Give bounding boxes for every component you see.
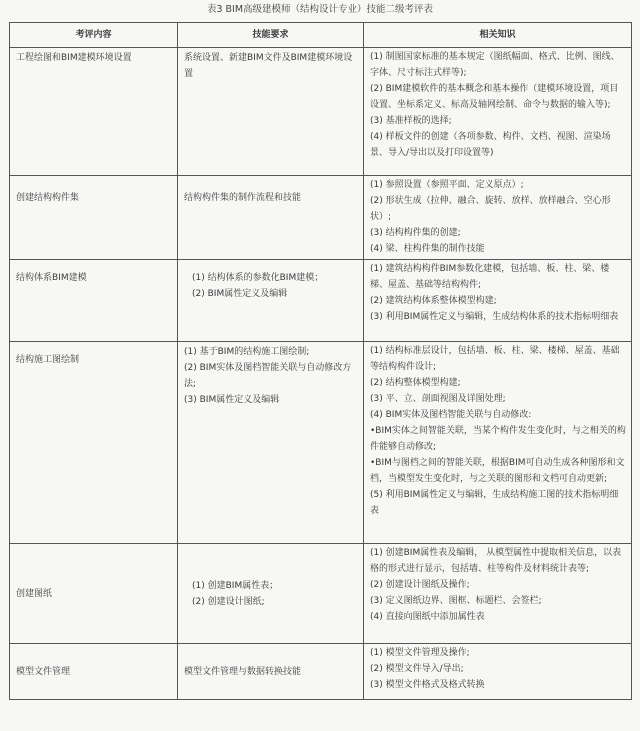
- knowledge-cell: [364, 260, 632, 342]
- skills-cell: [178, 176, 364, 260]
- knowledge-item: (4) 样板文件的创建（各项参数、构件、文档、视图、渲染场景、导入/导出以及打印设置等): [370, 132, 611, 158]
- knowledge-item: (1) 创建BIM属性表及编辑， 从模型属性中提取相关信息，以表格的形式进行显示，包括墙、柱等构件及材料统计表等;: [370, 548, 622, 574]
- knowledge-cell: [364, 544, 632, 644]
- skills-cell: [178, 644, 364, 700]
- knowledge-cell: [364, 48, 632, 176]
- table-caption: 表3 BIM高级建模师（结构设计专业）技能二级考评表: [206, 4, 434, 15]
- knowledge-item: (3) 基准样板的选择;: [370, 116, 452, 126]
- content-cell: [10, 176, 178, 260]
- knowledge-cell: [364, 342, 632, 544]
- knowledge-item: (1) 制图国家标准的基本规定（图纸幅面、格式、比例、图线、字体、尺寸标注式样等);: [370, 52, 620, 78]
- knowledge-cell: [364, 176, 632, 260]
- knowledge-cell: [364, 644, 632, 700]
- content-text: 结构施工图绘制: [16, 355, 80, 365]
- knowledge-item: •BIM实体之间智能关联，当某个构件发生变化时，与之相关的构件能够自动修改;: [370, 426, 626, 452]
- content-text: 工程绘图和BIM建模环境设置: [16, 53, 132, 63]
- knowledge-item: (1) 结构标准层设计，包括墙、板、柱、梁、楼梯、屋盖、基础等结构构件设计;: [370, 346, 620, 372]
- knowledge-item: (3) 定义图纸边界、图框、标题栏、会签栏;: [370, 596, 542, 606]
- content-text: 模型文件管理: [16, 666, 71, 677]
- knowledge-item: (2) 形状生成（拉伸、融合、旋转、放样、放样融合、空心形状）;: [370, 196, 611, 222]
- skill-item: 结构构件集的制作流程和技能: [184, 193, 302, 203]
- skill-item: (2) 创建设计图纸;: [192, 596, 265, 607]
- knowledge-item: (3) 利用BIM属性定义与编辑，生成结构体系的技术指标明细表: [370, 312, 619, 322]
- header-skill-requirements: 技能要求: [178, 23, 364, 48]
- table-row: [10, 342, 632, 544]
- skills-cell: [178, 48, 364, 176]
- content-cell: [10, 544, 178, 644]
- header-assessment-content: 考评内容: [10, 23, 178, 48]
- content-text: 结构体系BIM建模: [16, 273, 87, 283]
- table-row: [10, 544, 632, 644]
- skill-item: 系统设置、新建BIM文件及BIM建模环境设置: [184, 53, 353, 79]
- content-cell: [10, 260, 178, 342]
- table-row: [10, 260, 632, 342]
- knowledge-item: (2) 建筑结构体系整体模型构建;: [370, 296, 497, 306]
- knowledge-item: (4) 梁、柱构件集的制作技能: [370, 244, 485, 254]
- skill-item: (2) BIM属性定义及编辑: [192, 289, 288, 299]
- knowledge-item: (1) 建筑结构构件BIM参数化建模，包括墙、板、柱、梁、楼梯、屋盖、基础等结构构件;: [370, 264, 610, 290]
- knowledge-item: (5) 利用BIM属性定义与编辑，生成结构施工图的技术指标明细表: [370, 490, 619, 516]
- knowledge-item: (2) 结构整体模型构建;: [370, 378, 461, 388]
- content-text: 创建图纸: [16, 588, 53, 599]
- knowledge-item: •BIM与图档之间的智能关联，根据BIM可自动生成各种图形和文档，当模型发生变化时，与之关联的图形和文档可自动更新;: [370, 458, 625, 484]
- content-text: 创建结构构件集: [16, 193, 80, 203]
- skill-item: (1) 基于BIM的结构施工图绘制;: [184, 347, 310, 357]
- table-header-row: [10, 23, 632, 48]
- knowledge-item: (1) 模型文件管理及操作;: [370, 648, 470, 658]
- knowledge-item: (2) 模型文件导入/导出;: [370, 664, 464, 674]
- knowledge-item: (4) BIM实体及图档智能关联与自动修改:: [370, 410, 532, 420]
- table-row: [10, 644, 632, 700]
- table-row: [10, 176, 632, 260]
- knowledge-item: (3) 模型文件格式及格式转换: [370, 680, 485, 690]
- knowledge-item: (3) 平、立、剖面视图及详图处理;: [370, 394, 506, 404]
- knowledge-item: (3) 结构构件集的创建;: [370, 228, 461, 238]
- assessment-table: [9, 22, 632, 700]
- skills-cell: [178, 544, 364, 644]
- knowledge-item: (2) 创建设计图纸及操作;: [370, 580, 470, 590]
- skill-item: (1) 结构体系的参数化BIM建模；: [192, 273, 324, 283]
- knowledge-item: (4) 直接向图纸中添加属性表: [370, 612, 485, 622]
- content-cell: [10, 342, 178, 544]
- header-related-knowledge: 相关知识: [364, 23, 632, 48]
- skill-item: (3) BIM属性定义及编辑: [184, 395, 280, 405]
- content-cell: [10, 644, 178, 700]
- table-row: [10, 48, 632, 176]
- skill-item: 模型文件管理与数据转换技能: [184, 666, 302, 677]
- content-cell: [10, 48, 178, 176]
- skill-item: (2) BIM实体及图档智能关联与自动修改方法;: [184, 363, 352, 389]
- skills-cell: [178, 260, 364, 342]
- knowledge-item: (1) 参照设置（参照平面、定义原点）;: [370, 180, 524, 190]
- skill-item: (1) 创建BIM属性表；: [192, 580, 279, 591]
- knowledge-item: (2) BIM建模软件的基本概念和基本操作（建模环境设置，项目设置、坐标系定义、标高及轴网绘制、命令与数据的输入等);: [370, 84, 619, 110]
- skills-cell: [178, 342, 364, 544]
